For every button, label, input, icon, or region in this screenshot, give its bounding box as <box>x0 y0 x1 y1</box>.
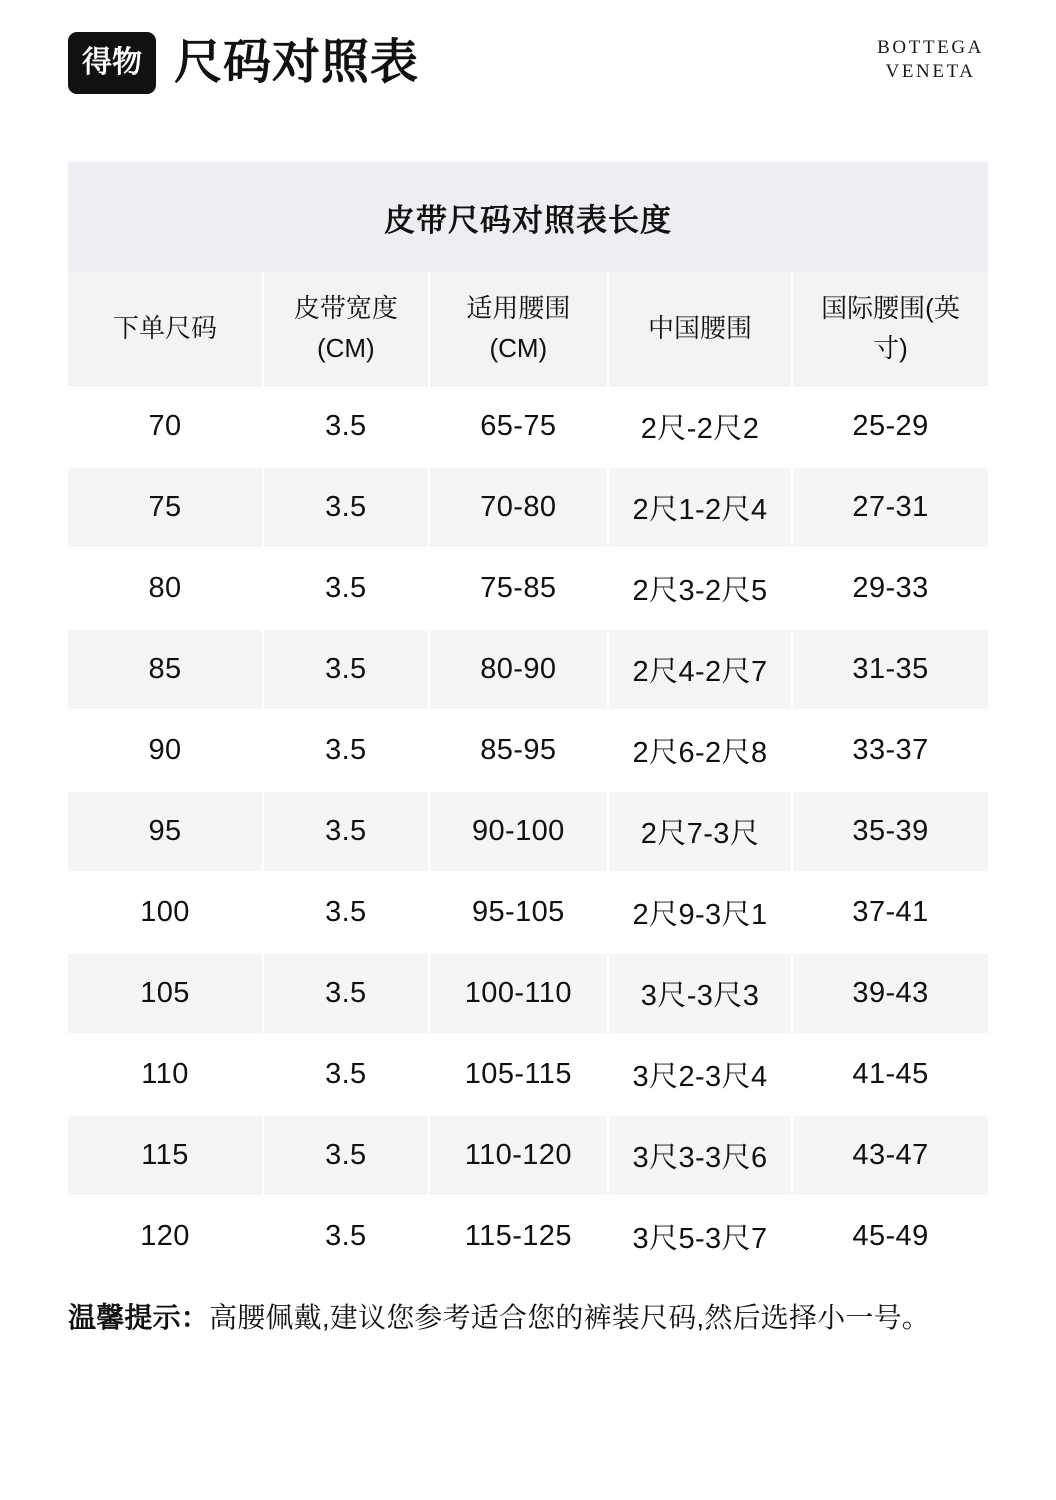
cell-fit-waist: 95-105 <box>429 872 608 953</box>
cell-order-size: 75 <box>68 467 263 548</box>
cell-china-waist: 2尺3-2尺5 <box>608 548 792 629</box>
note-text: 高腰佩戴,建议您参考适合您的裤装尺码,然后选择小一号。 <box>209 1301 930 1333</box>
table-row <box>68 872 988 953</box>
cell-fit-waist: 75-85 <box>429 548 608 629</box>
cell-order-size: 105 <box>68 953 263 1034</box>
cell-fit-waist: 80-90 <box>429 629 608 710</box>
cell-international-waist: 25-29 <box>792 387 988 467</box>
brand-row <box>68 32 988 94</box>
cell-belt-width: 3.5 <box>263 387 429 467</box>
column-header-order-size <box>68 272 263 387</box>
cell-order-size: 70 <box>68 387 263 467</box>
column-header-label: 国际腰围(英 <box>821 293 960 323</box>
brand-line-1: BOTTEGA <box>877 37 984 58</box>
column-header-label: 中国腰围 <box>648 313 753 344</box>
cell-china-waist: 3尺2-3尺4 <box>608 1034 792 1115</box>
cell-fit-waist: 100-110 <box>429 953 608 1034</box>
cell-international-waist: 29-33 <box>792 548 988 629</box>
cell-belt-width: 3.5 <box>263 1196 429 1277</box>
column-header-china-waist <box>608 272 792 387</box>
cell-fit-waist: 70-80 <box>429 467 608 548</box>
column-header-fit-waist <box>429 272 608 387</box>
cell-order-size: 100 <box>68 872 263 953</box>
cell-china-waist: 3尺5-3尺7 <box>608 1196 792 1277</box>
cell-order-size: 95 <box>68 791 263 872</box>
cell-order-size: 110 <box>68 1034 263 1115</box>
table-row <box>68 387 988 467</box>
cell-belt-width: 3.5 <box>263 953 429 1034</box>
cell-order-size: 85 <box>68 629 263 710</box>
column-header-label: 下单尺码 <box>113 313 218 344</box>
table-row <box>68 1196 988 1277</box>
dewu-logo-icon: 得物 <box>68 32 156 94</box>
cell-order-size: 80 <box>68 548 263 629</box>
cell-international-waist: 31-35 <box>792 629 988 710</box>
cell-fit-waist: 85-95 <box>429 710 608 791</box>
table-row <box>68 1034 988 1115</box>
size-table <box>68 272 988 1278</box>
cell-international-waist: 45-49 <box>792 1196 988 1277</box>
cell-belt-width: 3.5 <box>263 629 429 710</box>
column-header-unit: 寸) <box>873 333 908 364</box>
cell-belt-width: 3.5 <box>263 548 429 629</box>
column-header-label: 皮带宽度 <box>293 293 398 323</box>
cell-fit-waist: 65-75 <box>429 387 608 467</box>
table-row <box>68 548 988 629</box>
page-header <box>0 0 1056 130</box>
column-header-unit: (CM) <box>316 333 375 364</box>
cell-order-size: 120 <box>68 1196 263 1277</box>
cell-china-waist: 2尺4-2尺7 <box>608 629 792 710</box>
cell-china-waist: 2尺1-2尺4 <box>608 467 792 548</box>
page-title: 尺码对照表 <box>174 36 420 89</box>
cell-belt-width: 3.5 <box>263 1115 429 1196</box>
table-caption: 皮带尺码对照表长度 <box>68 162 988 272</box>
size-table-section <box>68 162 988 1278</box>
cell-fit-waist: 115-125 <box>429 1196 608 1277</box>
note-label: 温馨提示： <box>68 1301 210 1333</box>
cell-china-waist: 2尺-2尺2 <box>608 387 792 467</box>
brand-line-2: VENETA <box>885 61 976 83</box>
column-header-international-waist <box>792 272 988 387</box>
cell-international-waist: 41-45 <box>792 1034 988 1115</box>
cell-china-waist: 3尺3-3尺6 <box>608 1115 792 1196</box>
cell-china-waist: 3尺-3尺3 <box>608 953 792 1034</box>
cell-international-waist: 33-37 <box>792 710 988 791</box>
cell-china-waist: 2尺7-3尺 <box>608 791 792 872</box>
table-row <box>68 467 988 548</box>
cell-china-waist: 2尺6-2尺8 <box>608 710 792 791</box>
note-section <box>68 1296 988 1339</box>
cell-belt-width: 3.5 <box>263 872 429 953</box>
cell-international-waist: 39-43 <box>792 953 988 1034</box>
cell-order-size: 90 <box>68 710 263 791</box>
cell-belt-width: 3.5 <box>263 467 429 548</box>
table-row <box>68 1115 988 1196</box>
cell-belt-width: 3.5 <box>263 791 429 872</box>
table-row <box>68 710 988 791</box>
cell-international-waist: 43-47 <box>792 1115 988 1196</box>
cell-fit-waist: 105-115 <box>429 1034 608 1115</box>
table-row <box>68 791 988 872</box>
cell-belt-width: 3.5 <box>263 710 429 791</box>
cell-order-size: 115 <box>68 1115 263 1196</box>
cell-international-waist: 27-31 <box>792 467 988 548</box>
cell-belt-width: 3.5 <box>263 1034 429 1115</box>
column-header-belt-width <box>263 272 429 387</box>
cell-international-waist: 35-39 <box>792 791 988 872</box>
table-body <box>68 387 988 1277</box>
column-header-label: 适用腰围 <box>466 293 571 323</box>
table-row <box>68 953 988 1034</box>
bottega-veneta-brand <box>877 36 984 85</box>
cell-fit-waist: 90-100 <box>429 791 608 872</box>
column-header-unit: (CM) <box>489 333 548 364</box>
cell-fit-waist: 110-120 <box>429 1115 608 1196</box>
cell-china-waist: 2尺9-3尺1 <box>608 872 792 953</box>
cell-international-waist: 37-41 <box>792 872 988 953</box>
table-header-row <box>68 272 988 387</box>
table-row <box>68 629 988 710</box>
